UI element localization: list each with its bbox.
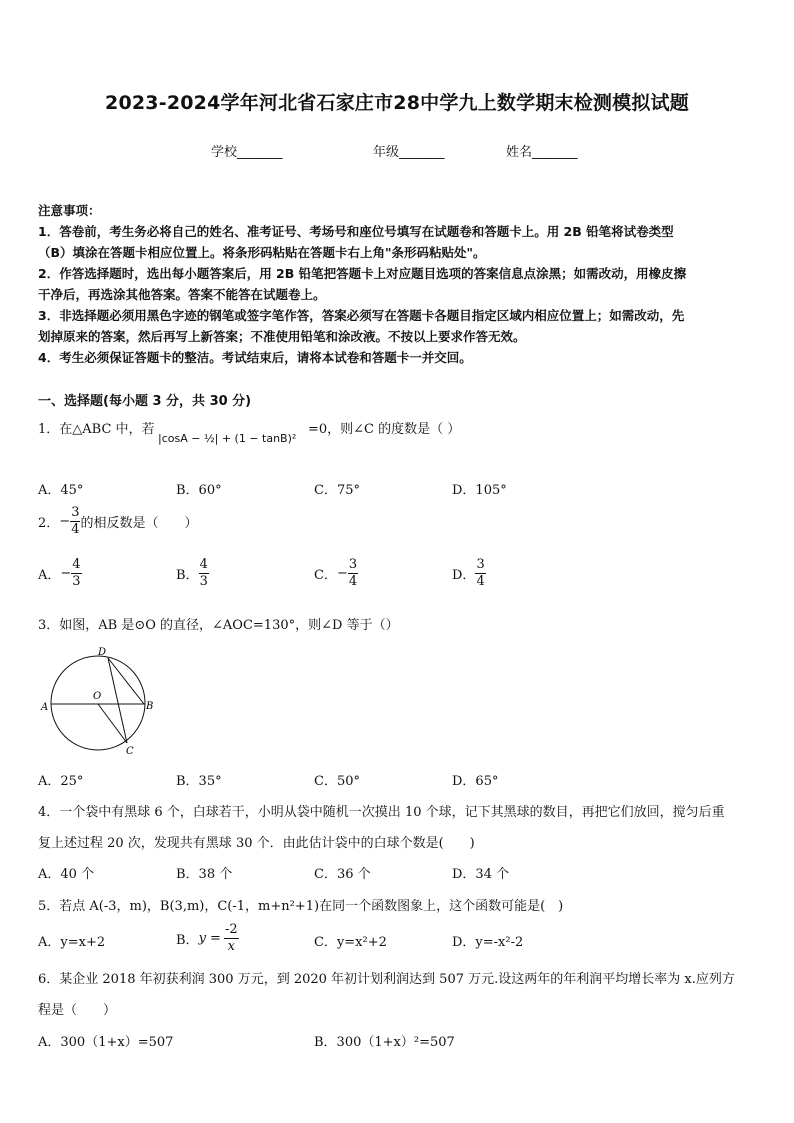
section-heading: 一、选择题(每小题 3 分，共 30 分) [38,394,252,409]
q2-numerator: 3 [71,505,80,520]
q2-option-d-numerator: 3 [476,557,485,572]
label-c: C [126,746,134,756]
q2-option-b-numerator: 4 [199,557,208,572]
notice-line-2b: 干净后，再选涂其他答案。答案不能答在试题卷上。 [38,287,326,302]
notice-line-3a: 3．非选择题必须用黑色字迹的钢笔或签字笔作答，答案必须写在答题卡各题目指定区域内相应位置上；如需改动，先 [38,308,685,323]
q5-option-b-lhs: y = [198,931,221,946]
q1-option-b: B．60° [176,483,222,498]
grade-field: 年级_______ [373,145,445,160]
q2-option-c [314,557,358,590]
exam-title: 2023-2024学年河北省石家庄市28中学九上数学期末检测模拟试题 [105,92,689,114]
notice-line-1b: （B）填涂在答题卡相应位置上。将条形码粘贴在答题卡右上角"条形码粘贴处"。 [38,245,486,260]
q6-option-a: A．300（1+x）=507 [38,1035,174,1050]
q2-option-a-denominator: 3 [72,574,81,589]
label-a: A [41,702,49,713]
q2-stem-text: 的相反数是（ ） [80,516,198,531]
q5-option-c: C．y=x²+2 [314,935,387,950]
q2-option-c-numerator: 3 [348,557,358,572]
q1-option-a: A．45° [38,483,84,498]
q3-option-c: C．50° [314,774,360,789]
q5-option-d: D．y=-x²-2 [452,935,524,950]
q2-option-c-fraction [348,557,358,590]
q2-number: 2． [38,516,60,531]
q2-option-a-fraction [71,557,81,590]
q4-stem-line-2: 复上述过程 20 次，发现共有黑球 30 个．由此估计袋中的白球个数是( ) [38,836,475,851]
q6-stem-line-1: 6．某企业 2018 年初获利润 300 万元，到 2020 年初计划利润达到 507 万元.设这两年的年利润平均增长率为 x.应列方 [38,972,735,987]
q5-stem: 5．若点 A(-3，m)，B(3,m)，C(-1，m+n²+1)在同一个函数图象上，这个函数可能是( ) [38,899,564,914]
q2-option-c-label: C． [314,568,337,583]
circle-o [51,656,145,750]
q1-stem-post: =0，则∠C 的度数是（ ） [308,422,461,437]
q3-option-b: B．35° [176,774,222,789]
q6-stem-line-2: 程是（ ） [38,1003,117,1018]
q1-stem-pre: 1．在△ABC 中，若 [38,422,155,437]
q5-option-b-fraction [224,922,239,955]
label-o: O [93,691,102,702]
q4-stem-line-1: 4．一个袋中有黑球 6 个，白球若干，小明从袋中随机一次摸出 10 个球，记下其黑球的数目，再把它们放回，搅匀后重 [38,805,725,820]
notice-heading: 注意事项： [38,203,101,218]
q2-option-a-sign: − [60,566,72,581]
q2-option-b-fraction [199,557,209,590]
q2-sign: − [59,514,71,529]
q4-option-b: B．38 个 [176,867,233,882]
q2-option-d [452,557,486,590]
notice-line-1a: 1．答卷前，考生务必将自己的姓名、准考证号、考场号和座位号填写在试题卷和答题卡上。用 2B 铅笔将试卷类型 [38,224,674,239]
q2-option-b [176,557,209,590]
q5-option-b-numerator: -2 [224,922,238,937]
q2-option-d-label: D． [452,568,476,583]
q5-option-b-label: B． [176,933,199,948]
q2-option-b-label: B． [176,568,199,583]
q2-option-b-denominator: 3 [199,574,208,589]
q2-option-a-numerator: 4 [72,557,81,572]
q1-formula: |cosA − ½| + (1 − tanB)² [158,432,297,445]
q1-option-c: C．75° [314,483,360,498]
q2-denominator: 4 [71,522,80,537]
label-d: D [98,647,107,658]
q4-option-c: C．36 个 [314,867,371,882]
q2-option-c-sign: − [336,566,348,581]
notice-line-4: 4．考生必须保证答题卡的整洁。考试结束后，请将本试卷和答题卡一并交回。 [38,350,472,365]
q3-option-a: A．25° [38,774,84,789]
q4-option-d: D．34 个 [452,867,510,882]
q3-stem: 3．如图，AB 是⊙O 的直径，∠AOC=130°，则∠D 等于（） [38,618,399,633]
q2-option-d-denominator: 4 [476,574,485,589]
q2-stem [38,505,197,538]
name-field: 姓名_______ [506,145,578,160]
q5-option-a: A．y=x+2 [38,935,106,950]
q2-option-c-denominator: 4 [348,574,358,589]
q2-option-d-fraction [475,557,485,590]
q5-option-b [176,922,239,955]
q1-option-d: D．105° [452,483,507,498]
q6-option-b: B．300（1+x）²=507 [314,1035,455,1050]
school-field: 学校_______ [211,145,283,160]
q2-fraction [70,505,80,538]
q2-option-a [38,557,82,590]
notice-line-3b: 划掉原来的答案，然后再写上新答案；不准使用铅笔和涂改液。不按以上要求作答无效。 [38,329,526,344]
q5-option-b-denominator: x [227,939,235,954]
q4-option-a: A．40 个 [38,867,95,882]
q2-option-a-label: A． [38,568,61,583]
circle-diagram [36,646,160,756]
label-b: B [146,701,154,712]
q3-option-d: D．65° [452,774,499,789]
notice-line-2a: 2．作答选择题时，选出每小题答案后，用 2B 铅笔把答题卡上对应题目选项的答案信息点涂黑；如需改动，用橡皮擦 [38,266,687,281]
